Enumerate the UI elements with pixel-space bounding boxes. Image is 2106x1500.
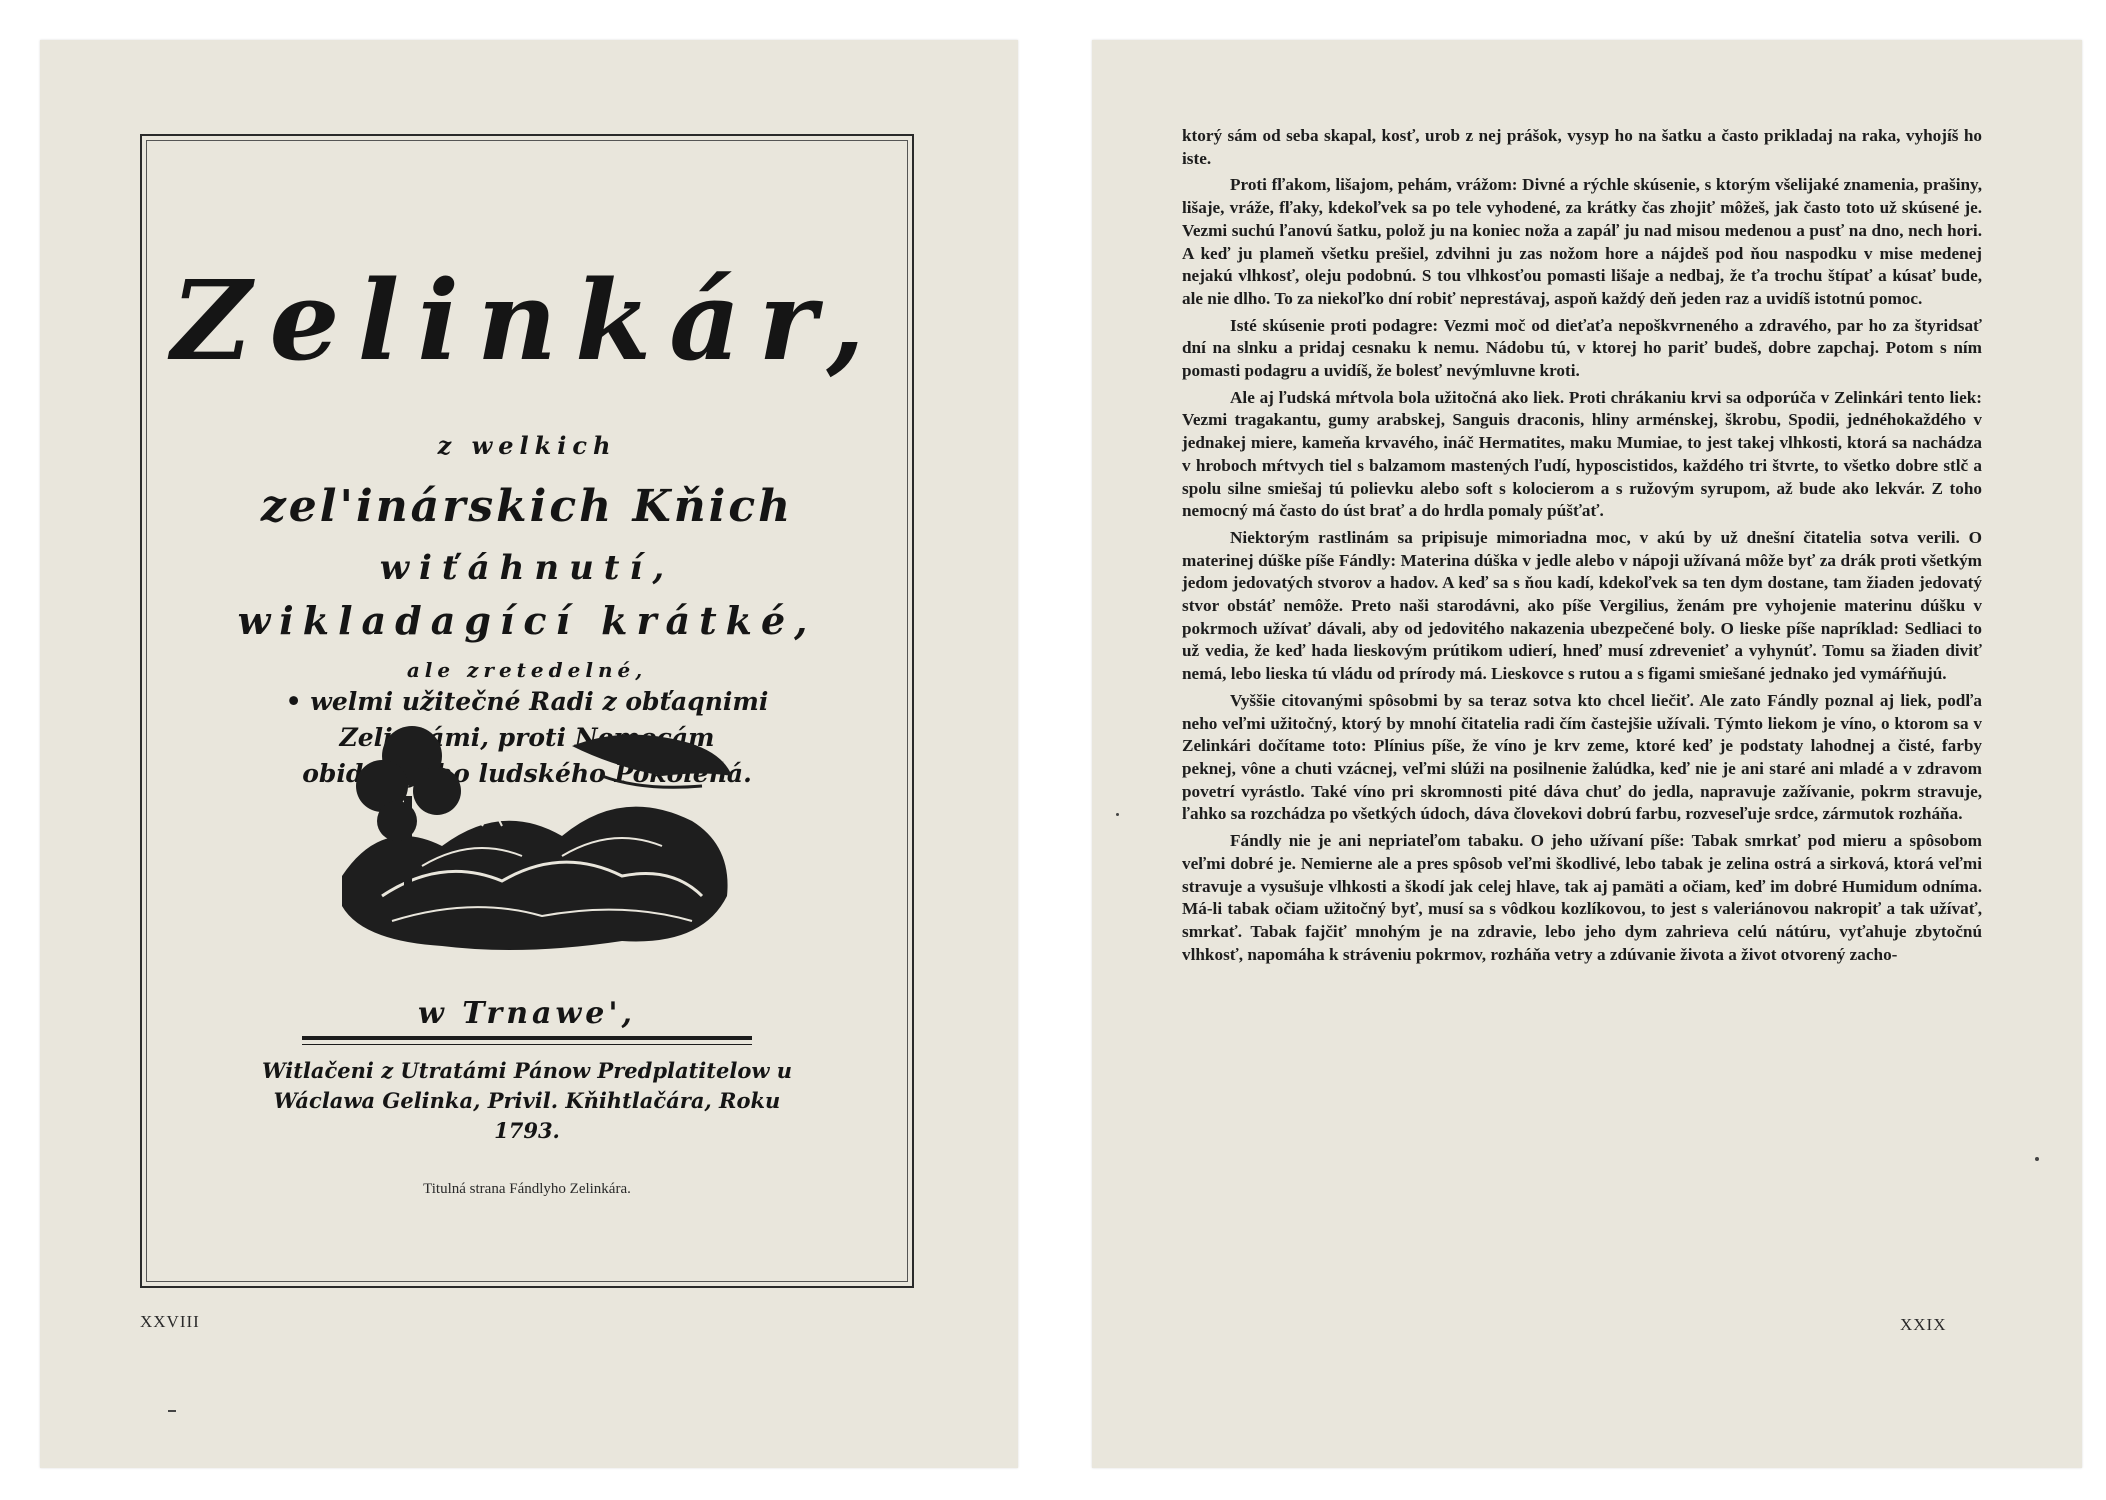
figure-caption: Titulná strana Fándlyho Zelinkára. [423, 1181, 631, 1197]
title-line-extracted: wiťáhnutí, [379, 548, 675, 588]
imprint-text: Witlačeni z Utratámi Pánow Predplatitelow u Wáclawa Gelinka, Privil. Kňihtlačára, Roku 1793. [262, 1058, 792, 1143]
paragraph: Ale aj ľudská mŕtvola bola užitočná ako liek. Proti chrákaniu krvi sa odporúča v Zelinkári tento liek: Vezmi tragakantu, gumy arabskej, Sanguis draconis, hliny arménskej, škrobu, Spodii, jednéhokaždého v jednakej miere, kameňa krvavého, ináč Hermatites, maku Mumiae, to jest takej vlhkosti, ktorá sa nachádza v hroboch mŕtvych tiel s balzamom mastených ľudí, hyposcistidos, každého tri štvrte, to všetko dobre stlč a spolu silne smiešaj tú polievku alebo soft s kolocierom a s ružovým syrupom, až bude ako lekvár. Z toho nemocný má často do úst brať a do hrdla pomaly púšťať. [1182, 387, 1982, 521]
right-page [1092, 40, 2082, 1468]
book-title: Zelinkár, [171, 256, 883, 385]
left-page [40, 40, 1018, 1468]
paragraph: Fándly nie je ani nepriateľom tabaku. O jeho užívaní píše: Tabak smrkať pod mieru a spôsobom veľmi dobré je. Nemierne ale a pres spôsob veľmi škodlivé, lebo tabak je zelina ostrá a sirková, ktorá veľmi stravuje a vysušuje vlhkosti a škodí jak celej hlave, tak aj pamäti a očiam, keď im dobré Humidum odníma. Má-li tabak očiam užitočný byť, musí sa s vôdkou kozlíkovou, to jest s valeriánovou nakropiť a tak užívať, smrkať. Tabak fajčiť mnohým je na zdravie, lebo jeho dym zahrieva celú nátúru, vyťahuje zbytočnú vlhkosť, napomáha k stráveniu pokrmov, rozháňa vetry a zdúvanie života a život otvorený zacho- [1182, 831, 1982, 964]
paper-speck [1116, 813, 1119, 816]
title-description: • welmi užitečné Radi z obťaqnimi Zelinkámi, proti Nemocám obidwogého ludského Pokoleňá. [285, 687, 769, 788]
body-text [1182, 125, 1982, 970]
imprint-rule-thin [302, 1044, 752, 1045]
paragraph: ktorý sám od seba skapal, kosť, urob z nej prášok, vysyp ho na šatku a často prikladaj na raka, vyhojíš ho iste. [1182, 126, 1982, 168]
woodcut-illustration [322, 706, 742, 956]
title-line-explaining: wikladagící krátké, [237, 598, 817, 643]
paragraph: Niektorým rastlinám sa pripisuje mimoriadna moc, v akú by už dnešní čitatelia sotva verili. O materinej dúške píše Fándly: Materina dúška v jedle alebo v nápoji užívaná môže byť za drák proti všetkým jedom jedovatých stvorov a hadov. A keď sa s ňou kadí, kdekoľvek sa ten dym dostane, tam žiaden jedovatý stvor obstáť nemôže. Preto naši starodávni, ako píše Vergilius, ženám pre vyhojenie materinu dúšku v pokrmoch užívať dávali, aby od jedovitého nakazenia ubezpečené boly. O lieske píše napríklad: Sedliaci to už vedia, že keď hada lieskovým prútikom udierí, hneď musí zdrevenieť a vyhynúť. Tomu sa žiaden diviť nemá, lebo lieska tú vládu od prírody má. Lieskovce s rutou a s figami smiešané jednako jed vymáŕňujú. [1182, 527, 1982, 684]
imprint-place: w Trnawe', [417, 996, 636, 1031]
page-number-right: XXIX [1900, 1315, 1947, 1334]
paragraph: Proti fľakom, lišajom, pehám, vrážom: Divné a rýchle skúsenie, s ktorým všelijaké znamenia, prašiny, lišaje, vráže, fľaky, kdekoľvek sa po tele vyhodené, za krátky čas zhojiť môžeš, jak často toto už skúsené je. Vezmi suchú ľanovú šatku, polož ju na koniec noža a zapáľ ju nad misou medenou a pusť na dno, nech hori. A keď ju plameň všetku prešiel, zdvihni ju zas nožom hore a nájdeš pod ňou naspodku v mise medenej nejakú vlhkosť, oleju podobnú. S tou vlhkosťou pomasti lišaje a nedbaj, že ťa trochu štípať a kúsať bude, ale nie dlho. To za niekoľko dní robiť neprestávaj, aspoň každý deň jeden raz a uvidíš istotnú pomoc. [1182, 175, 1982, 308]
paper-speck [2035, 1157, 2039, 1161]
title-page-frame [140, 134, 914, 1288]
title-line-z: z welkich [437, 431, 617, 460]
imprint-rule-thick [302, 1036, 752, 1040]
paper-speck [168, 1410, 176, 1412]
title-line-clear: ale zretedelné, [406, 658, 648, 682]
paragraph: Isté skúsenie proti podagre: Vezmi moč od dieťaťa nepoškvrneného a zdravého, par ho za štyridsať dní na slnku a pridaj cesnaku k nemu. Nádobu tú, v ktorej ho pariť budeš, dobre zapchaj. Potom s ním pomasti podagru a uvidíš, že bolesť nevýmluvne kroti. [1182, 315, 1982, 381]
paragraph: Vyššie citovanými spôsobmi by sa teraz sotva kto chcel liečiť. Ale zato Fándly poznal aj liek, podľa neho veľmi užitočný, ktorý by mnohí čitatelia radi čím častejšie užívali. Týmto liekom je víno, o ktorom sa v Zelinkári dočítame toto: Plínius píše, že víno je krv zeme, ktoré keď je podstaty lahodnej a čisté, farby peknej, vône a chuti vzácnej, veľmi slúži na posilnenie žalúdka, keď nie je ani staré ani mladé a v zdravom povetrí vyrástlo. Také víno pri skromnosti pité dáva chuť do jedla, napravuje zažívanie, pokrm stravuje, ľahko sa rozchádza po všetkých údoch, dáva človekovi dobrú farbu, rozveseľuje srdce, zármutok rozháňa. [1182, 690, 1982, 824]
title-line-books: zel'inárskich Kňich [260, 481, 794, 532]
page-number-left: XXVIII [140, 1312, 200, 1331]
